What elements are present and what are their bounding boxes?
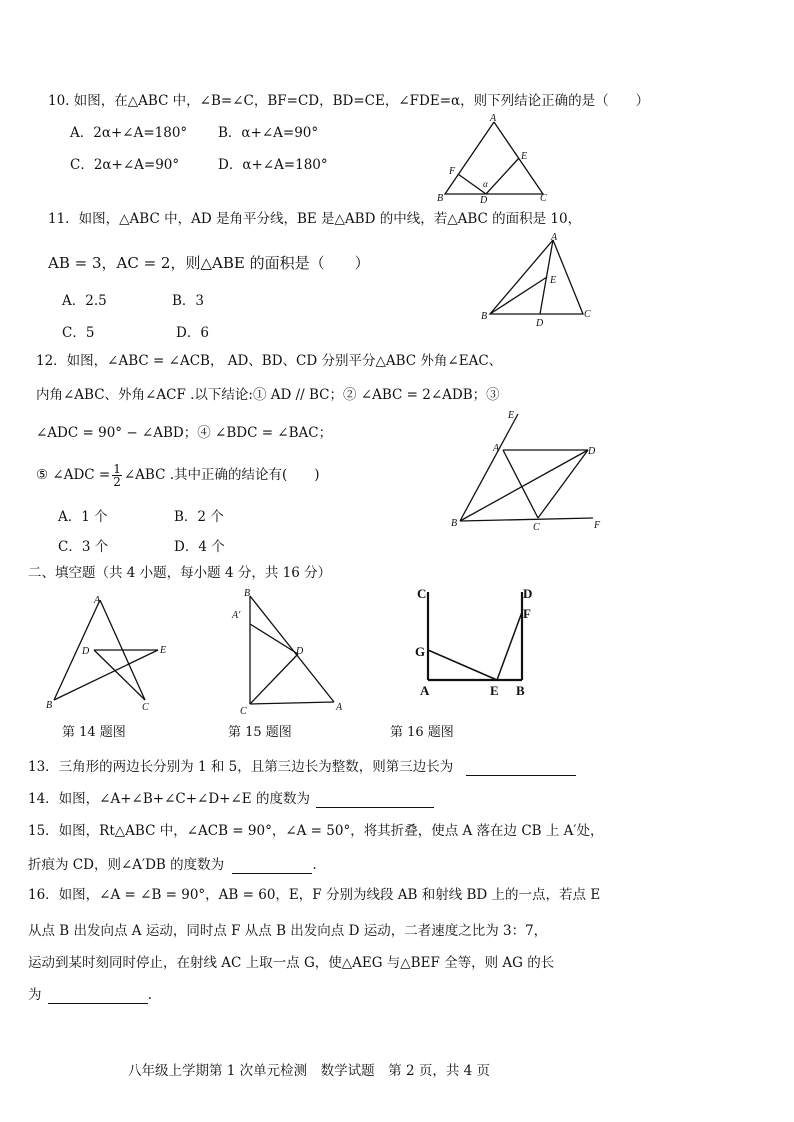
q12-option-a: A．1 个 [58,509,108,525]
q12-option-d: D．4 个 [174,539,225,555]
q12-option-c: C．3 个 [58,539,109,555]
q11-option-b: B．3 [172,293,205,309]
q10-label-a: A [490,113,497,124]
q14-text: 14．如图，∠A+∠B+∠C+∠D+∠E 的度数为 [28,791,310,807]
fig16-label-c: C [417,586,427,601]
page-footer: 八年级上学期第 1 次单元检测 数学试题 第 2 页，共 4 页 [128,1063,491,1079]
q10-option-d: D．α+∠A=180° [218,157,328,173]
q12-label-a: A [493,443,500,454]
section-2-heading: 二、填空题（共 4 小题，每小题 4 分，共 16 分） [28,565,332,581]
q14 [28,790,434,808]
fig14-label-c: C [142,702,149,713]
fig16-label-e: E [490,683,499,698]
q11-label-a: A [551,232,558,243]
figure-15-caption: 第 15 题图 [228,725,292,740]
q12-label-b: B [451,518,458,529]
q11-label-e: E [550,275,557,286]
figure-14 [42,592,182,714]
fig16-label-f: F [523,606,531,621]
q12-line4-pre: ⑤ ∠ADC = [36,467,111,483]
fig15-label-b: B [244,588,251,599]
q10-label-f: F [449,166,456,177]
q11-option-c: C．5 [62,325,95,341]
q16-line2: 从点 B 出发向点 A 运动，同时点 F 从点 B 出发向点 D 运动，二者速度之比为 3：7， [28,923,548,939]
q10-option-a: A．2α+∠A=180° [70,125,188,141]
q11-label-c: C [584,309,591,320]
fig16-label-a: A [420,683,430,698]
q12-figure [448,406,608,536]
q11-stem: 11．如图，△ABC 中，AD 是角平分线，BE 是△ABD 的中线，若△ABC 的面积是 10， [48,211,582,227]
q11-stem-line2: AB = 3，AC = 2，则△ABE 的面积是（ ） [48,254,370,272]
fig15-label-d: D [296,646,304,657]
q10-label-b: B [437,193,444,204]
q12-line3: ∠ADC = 90° − ∠ABD；④ ∠BDC = ∠BAC； [36,425,333,441]
fig14-label-a: A [94,595,101,606]
fig15-label-c: C [240,706,247,717]
q15-answer-blank[interactable] [232,859,312,874]
q10-label-alpha: α [483,179,488,189]
q16-line4: 为 . [28,987,153,1003]
q10-option-c: C．2α+∠A=90° [70,157,180,173]
q16-line3: 运动到某时刻同时停止，在射线 AC 上取一点 G，使△AEG 与△BEF 全等，则 AG 的长 [28,955,555,971]
figure-14-caption: 第 14 题图 [62,725,126,740]
fig16-label-g: G [415,644,426,659]
figure-16-caption: 第 16 题图 [390,725,454,740]
fig16-label-b: B [516,683,525,698]
q11-figure [478,232,598,332]
q12-line4 [36,458,320,492]
q10-option-b: B．α+∠A=90° [218,125,319,141]
fig15-label-a-prime: A′ [232,610,241,621]
q10-label-d: D [480,195,488,204]
figure-16 [410,582,545,698]
q14-answer-blank[interactable] [316,793,434,808]
q16-answer-blank[interactable] [48,989,148,1004]
q12-fraction-den: 2 [113,475,121,489]
fig14-label-d: D [82,646,90,657]
q13-answer-blank[interactable] [466,761,576,776]
fig15-label-a: A [336,702,343,713]
q16-line1: 16．如图，∠A = ∠B = 90°，AB = 60，E，F 分别为线段 AB 和射线 BD 上的一点，若点 E [28,887,601,903]
fig14-label-e: E [160,645,167,656]
q12-stem: 12．如图，∠ABC = ∠ACB， AD、BD、CD 分别平分△ABC 外角∠EAC、 [36,353,503,369]
q11-label-d: D [536,318,544,329]
q12-option-b: B．2 个 [174,509,224,525]
q11-label-b: B [481,311,488,322]
q13-text: 13．三角形的两边长分别为 1 和 5，且第三边长为整数，则第三边长为 [28,759,454,775]
q10-label-c: C [540,193,547,204]
q10-figure [430,112,555,204]
q12-line4-post: ∠ABC .其中正确的结论有( ) [123,467,320,483]
q10-label-e: E [521,151,528,162]
fig16-label-d: D [523,586,533,601]
q12-fraction-num: 1 [113,462,121,476]
q16-text: 为 [28,987,42,1003]
q15-text: 折痕为 CD，则∠A′DB 的度数为 [28,857,225,873]
q15-line2: 折痕为 CD，则∠A′DB 的度数为 . [28,857,317,873]
q13 [28,758,576,776]
q12-label-d: D [588,446,596,457]
q12-label-e: E [508,410,515,421]
figure-15 [226,584,356,718]
q12-fraction [112,463,122,488]
fig14-label-b: B [46,700,53,711]
q15-line1: 15．如图，Rt△ABC 中，∠ACB = 90°，∠A = 50°，将其折叠，使点 A 落在边 CB 上 A′处， [28,823,604,839]
q10-stem: 10. 如图，在△ABC 中，∠B=∠C，BF=CD，BD=CE，∠FDE=α，则下列结论正确的是（ ） [48,93,650,109]
q11-option-d: D．6 [176,325,209,341]
q12-line2: 内角∠ABC、外角∠ACF .以下结论:① AD // BC；② ∠ABC = 2∠ADB；③ [36,387,500,403]
q12-label-c: C [533,522,540,533]
q12-label-f: F [594,520,601,531]
q11-option-a: A．2.5 [62,293,107,309]
